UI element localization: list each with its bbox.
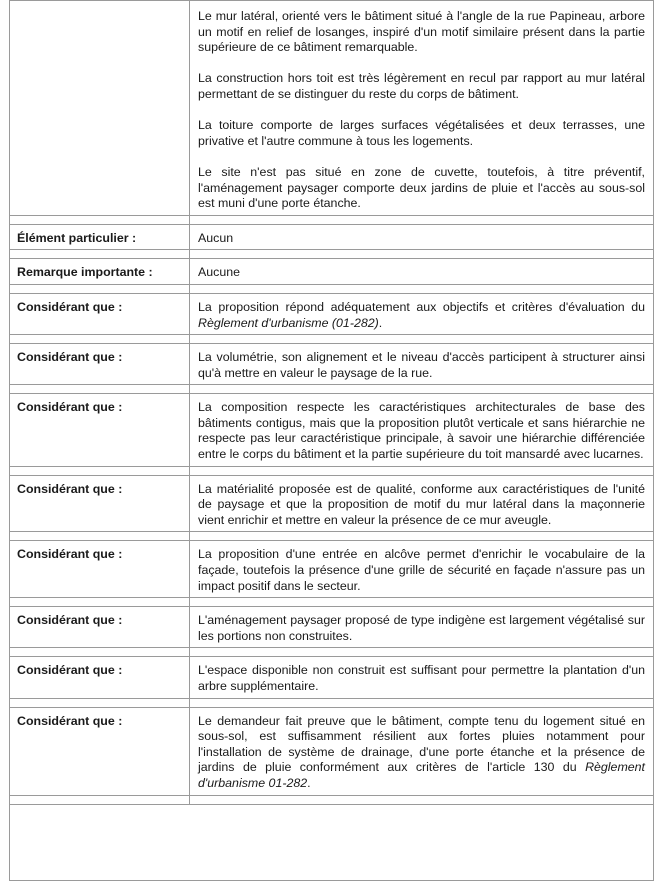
table-row [10,1,654,216]
considerant-text-7: L'espace disponible non construit est suffisant pour permettre la plantation d'un arbre supplémentaire. [190,657,654,698]
intro-text-cell [190,1,654,216]
empty-label-cell [10,1,190,216]
considerant-text-4: La matérialité proposée est de qualité, conforme aux caractéristiques de l'unité de paysage et que la proposition de motif du mur latéral dans la maçonnerie vient enrichir et mettre en valeur la présence de ce mur aveugle. [190,475,654,532]
paragraph-cuvette: Le site n'est pas situé en zone de cuvette, toutefois, à titre préventif, l'aménagement paysager comporte deux jardins de pluie et l'accès au sous-sol est muni d'une porte étanche. [198,164,645,211]
element-particulier-value: Aucun [190,224,654,250]
criteria-table [9,0,654,805]
remarque-importante-label: Remarque importante : [10,259,190,285]
paragraph-mur-lateral: Le mur latéral, orienté vers le bâtiment situé à l'angle de la rue Papineau, arbore un motif en relief de losanges, inspiré d'un motif similaire présent dans la partie supérieure de ce bâtiment remarquable. [198,9,645,55]
paragraph-construction-hors-toit: La construction hors toit est très légèrement en recul par rapport au mur latéral permettant de se distinguer du reste du corps de bâtiment. [198,71,645,101]
considerant-label: Considérant que : [10,541,190,598]
considerant-text-2: La volumétrie, son alignement et le niveau d'accès participent à structurer ainsi qu'à mettre en valeur le paysage de la rue. [190,344,654,385]
considerant-label: Considérant que : [10,344,190,385]
considerant-text-8: Le demandeur fait preuve que le bâtiment, compte tenu du logement situé en sous-sol, est suffisamment résilient aux fortes pluies notamment pour l'installation de système de drainage, d'une porte étanche et la présence de jardins de pluie conformément aux critères de l'article 130 du Règlement d'urbanisme 01-282. [190,707,654,795]
paragraph-toiture: La toiture comporte de larges surfaces végétalisées et deux terrasses, une privative et l'autre commune à tous les logements. [198,118,645,148]
table-row [10,259,654,285]
considerant-label: Considérant que : [10,707,190,795]
table-row [10,344,654,385]
table-row [10,657,654,698]
table-row [10,607,654,648]
remarque-importante-value: Aucune [190,259,654,285]
reglement-reference: Règlement d'urbanisme (01-282) [198,315,379,330]
table-row [10,224,654,250]
table-row [10,707,654,795]
considerant-text-6: L'aménagement paysager proposé de type indigène est largement végétalisé sur les portions non construites. [190,607,654,648]
considerant-label: Considérant que : [10,607,190,648]
element-particulier-label: Élément particulier : [10,224,190,250]
considerant-text-1: La proposition répond adéquatement aux objectifs et critères d'évaluation du Règlement d'urbanisme (01-282). [190,293,654,334]
considerant-label: Considérant que : [10,475,190,532]
considerant-label: Considérant que : [10,293,190,334]
table-row [10,293,654,334]
considerant-label: Considérant que : [10,394,190,466]
table-row [10,394,654,466]
considerant-text-5: La proposition d'une entrée en alcôve permet d'enrichir le vocabulaire de la façade, toutefois la présence d'une grille de sécurité en façade n'assure pas un impact positif dans le secteur. [190,541,654,598]
considerant-label: Considérant que : [10,657,190,698]
table-row [10,475,654,532]
considerant-text-3: La composition respecte les caractéristiques architecturales de base des bâtiments contigus, mais que la proposition plutôt verticale et sans hiérarchie ne respecte pas leur caractéristique principale, à savoir une hiérarchie différenciée entre le corps du bâtiment et la partie supérieure du toit mansardé avec lucarnes. [190,394,654,466]
table-row [10,541,654,598]
reglement-reference: Règlement d'urbanisme 01-282 [198,760,645,790]
